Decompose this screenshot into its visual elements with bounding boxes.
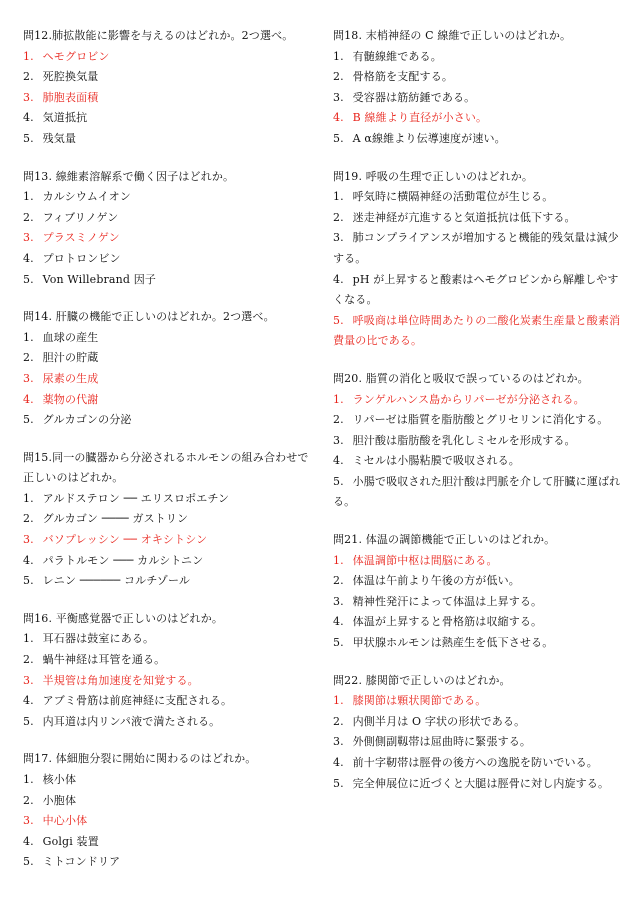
answer-option	[23, 208, 315, 229]
answer-option	[23, 129, 315, 150]
answer-option-correct	[23, 228, 315, 249]
answer-option	[333, 208, 627, 229]
option-number: 5.	[23, 714, 34, 728]
question-block	[23, 167, 315, 291]
option-text: 体温調節中枢は間脳にある。	[352, 553, 498, 567]
option-text: 膝関節は顆状関節である。	[352, 694, 487, 708]
answer-option	[23, 410, 315, 431]
answer-option	[23, 650, 315, 671]
option-text: バソプレッシン ── オキシトシン	[42, 533, 208, 547]
answer-option-correct	[333, 311, 627, 352]
answer-option	[333, 270, 627, 311]
option-number: 5.	[23, 131, 34, 145]
option-number: 4.	[333, 615, 344, 629]
option-text: B 線維より直径が小さい。	[352, 111, 488, 125]
option-number: 1.	[23, 773, 34, 786]
option-number: 1.	[333, 694, 344, 708]
option-text: カルシウムイオン	[42, 190, 131, 204]
option-text: 外側側副靱帯は屈曲時に緊張する。	[352, 735, 532, 749]
answer-option	[23, 571, 315, 592]
option-number: 3.	[23, 90, 34, 104]
option-text: 尿素の生成	[42, 371, 99, 385]
option-number: 2.	[333, 574, 344, 588]
answer-option	[23, 551, 315, 572]
option-number: 3.	[23, 371, 34, 385]
option-text: 内側半月は O 字状の形状である。	[352, 714, 526, 728]
option-number: 4.	[333, 756, 344, 769]
option-text: グルカゴン ──── ガストリン	[42, 512, 189, 526]
option-text: 胆汁酸は脂肪酸を乳化しミセルを形成する。	[352, 433, 576, 447]
question-block	[333, 671, 627, 795]
option-number: 4.	[23, 251, 34, 265]
option-number: 4.	[333, 272, 344, 286]
option-number: 1.	[333, 49, 344, 63]
option-number: 5.	[333, 131, 344, 145]
option-number: 1.	[23, 491, 34, 505]
answer-option	[333, 67, 627, 88]
option-number: 4.	[23, 111, 34, 125]
answer-option	[333, 129, 627, 150]
option-text: 蝸牛神経は耳管を通る。	[42, 653, 166, 667]
option-text: ミトコンドリア	[42, 855, 121, 869]
answer-option	[23, 832, 315, 853]
option-text: アルドステロン ── エリスロポエチン	[42, 491, 230, 505]
answer-option	[333, 187, 627, 208]
answer-option-correct	[23, 811, 315, 832]
answer-option	[333, 712, 627, 733]
question-block	[23, 26, 315, 150]
option-text: A α線維より伝導速度が速い。	[352, 131, 506, 145]
option-number: 1.	[333, 392, 344, 406]
answer-option-correct	[23, 390, 315, 411]
option-text: 死腔換気量	[42, 70, 99, 84]
question-title: 問19. 呼吸の生理で正しいのはどれか。	[333, 169, 533, 183]
option-text: フィブリノゲン	[42, 210, 119, 224]
option-text: リパーゼは脂質を脂肪酸とグリセリンに消化する。	[352, 413, 609, 427]
question-title: 問21. 体温の調節機能で正しいのはどれか。	[333, 533, 556, 547]
option-text: 半規管は角加速度を知覚する。	[42, 673, 199, 687]
option-number: 4.	[333, 111, 344, 125]
option-text: 小胞体	[42, 793, 77, 807]
option-text: 胆汁の貯蔵	[42, 351, 99, 365]
option-text: Von Willebrand 因子	[42, 272, 157, 286]
option-text: 完全伸展位に近づくと大腿は脛骨に対し内旋する。	[352, 776, 610, 790]
option-text: Golgi 装置	[42, 834, 99, 848]
answer-option	[23, 67, 315, 88]
option-number: 1.	[23, 49, 34, 63]
question-title: 問22. 膝関節で正しいのはどれか。	[333, 673, 511, 687]
option-number: 5.	[23, 413, 34, 427]
right-column	[333, 26, 627, 811]
option-number: 4.	[23, 834, 34, 848]
option-number: 2.	[333, 714, 344, 728]
option-number: 3.	[23, 673, 34, 687]
option-text: 甲状腺ホルモンは熱産生を低下させる。	[352, 636, 554, 650]
answer-option	[23, 509, 315, 530]
option-text: 中心小体	[42, 814, 88, 828]
option-number: 5.	[333, 474, 344, 488]
option-text: 前十字靭帯は脛骨の後方への逸脱を防いでいる。	[352, 756, 598, 769]
answer-option	[23, 791, 315, 812]
option-number: 2.	[23, 351, 34, 365]
option-number: 3.	[23, 533, 34, 547]
option-text: 肺コンプライアンスが増加すると機能的残気量は減少する。	[333, 231, 619, 265]
option-text: ミセルは小腸粘膜で吸収される。	[352, 454, 520, 468]
option-number: 2.	[23, 70, 34, 84]
answer-option	[333, 431, 627, 452]
answer-option	[333, 612, 627, 633]
question-block	[333, 26, 627, 150]
option-text: アブミ骨筋は前庭神経に支配される。	[42, 694, 233, 708]
question-title: 問17. 体細胞分裂に開始に関わるのはどれか。	[23, 752, 257, 766]
option-number: 2.	[333, 210, 344, 224]
answer-option	[23, 187, 315, 208]
option-number: 3.	[333, 90, 344, 104]
option-text: 精神性発汗によって体温は上昇する。	[352, 594, 543, 608]
answer-option	[333, 88, 627, 109]
option-number: 1.	[23, 632, 34, 646]
option-number: 4.	[23, 694, 34, 708]
option-text: 呼気時に横隔神経の活動電位が生じる。	[352, 190, 554, 204]
answer-option	[23, 852, 315, 873]
answer-option-correct	[333, 551, 627, 572]
option-number: 3.	[23, 814, 34, 828]
option-number: 2.	[23, 210, 34, 224]
answer-option	[23, 348, 315, 369]
answer-option-correct	[23, 671, 315, 692]
answer-option	[23, 108, 315, 129]
answer-option	[23, 712, 315, 733]
option-text: 残気量	[42, 131, 77, 145]
question-block	[333, 167, 627, 352]
answer-option	[23, 489, 315, 510]
option-number: 5.	[23, 272, 34, 286]
option-text: 薬物の代謝	[42, 392, 99, 406]
answer-option	[23, 328, 315, 349]
option-text: プラスミノゲン	[42, 231, 120, 245]
answer-option	[23, 249, 315, 270]
answer-option	[333, 410, 627, 431]
option-number: 2.	[23, 512, 34, 526]
question-title: 問14. 肝臓の機能で正しいのはどれか。2つ選べ。	[23, 310, 275, 324]
question-block	[23, 749, 315, 873]
option-number: 3.	[333, 594, 344, 608]
option-number: 2.	[23, 793, 34, 807]
option-number: 1.	[333, 190, 344, 204]
answer-option	[333, 47, 627, 68]
question-block	[333, 530, 627, 654]
option-number: 2.	[333, 70, 344, 84]
answer-option-correct	[333, 108, 627, 129]
option-text: 気道抵抗	[42, 111, 88, 125]
answer-option-correct	[23, 369, 315, 390]
option-text: 内耳道は内リンパ液で満たされる。	[42, 714, 221, 728]
answer-option	[23, 629, 315, 650]
question-block	[23, 609, 315, 733]
answer-option-correct	[23, 47, 315, 68]
question-title: 問12.肺拡散能に影響を与えるのはどれか。2つ選べ。	[23, 29, 294, 42]
question-block	[23, 307, 315, 431]
option-text: pH が上昇すると酸素はヘモグロビンから解離しやすくなる。	[333, 272, 619, 307]
answer-option-correct	[23, 530, 315, 551]
answer-option	[333, 633, 627, 654]
option-text: ランゲルハンス島からリパーゼが分泌される。	[352, 392, 585, 406]
question-title: 問18. 末梢神経の C 線維で正しいのはどれか。	[333, 29, 572, 42]
option-number: 3.	[23, 231, 34, 245]
option-number: 1.	[23, 190, 34, 204]
option-text: ヘモグロビン	[42, 49, 110, 63]
option-text: 耳石器は鼓室にある。	[42, 632, 155, 646]
option-number: 2.	[333, 413, 344, 427]
answer-option	[333, 472, 627, 513]
answer-option-correct	[23, 88, 315, 109]
answer-option	[333, 753, 627, 774]
option-number: 4.	[23, 392, 34, 406]
answer-option	[333, 774, 627, 795]
option-number: 3.	[333, 433, 344, 447]
answer-option-correct	[333, 691, 627, 712]
option-number: 2.	[23, 653, 34, 667]
answer-option-correct	[333, 390, 627, 411]
answer-option	[23, 770, 315, 791]
question-block	[333, 369, 627, 513]
option-number: 5.	[333, 776, 344, 790]
answer-option	[333, 451, 627, 472]
question-block	[23, 448, 315, 592]
option-text: 迷走神経が亢進すると気道抵抗は低下する。	[352, 210, 576, 224]
option-number: 3.	[333, 231, 344, 245]
option-number: 1.	[333, 553, 344, 567]
answer-option	[23, 691, 315, 712]
question-title: 問16. 平衡感覚器で正しいのはどれか。	[23, 611, 223, 625]
option-text: 体温は午前より午後の方が低い。	[352, 574, 520, 588]
option-text: プロトロンビン	[42, 251, 121, 265]
option-number: 1.	[23, 330, 34, 344]
option-text: 血球の産生	[42, 330, 99, 344]
question-title: 問20. 脂質の消化と吸収で誤っているのはどれか。	[333, 371, 589, 385]
answer-option	[333, 592, 627, 613]
option-text: 有髄線維である。	[352, 49, 442, 63]
option-number: 5.	[23, 574, 34, 588]
answer-option	[333, 732, 627, 753]
option-text: レニン ────── コルチゾール	[42, 574, 191, 588]
option-text: 肺胞表面積	[42, 90, 99, 104]
answer-option	[333, 228, 627, 269]
option-text: 体温が上昇すると骨格筋は収縮する。	[352, 615, 543, 629]
option-number: 4.	[23, 553, 34, 567]
question-title: 問13. 線維素溶解系で働く因子はどれか。	[23, 169, 235, 183]
option-text: グルカゴンの分泌	[42, 413, 132, 427]
option-text: 小腸で吸収された胆汁酸は門脈を介して肝臓に運ばれる。	[333, 474, 621, 509]
option-number: 5.	[23, 855, 34, 869]
option-number: 5.	[333, 313, 344, 327]
option-text: 骨格筋を支配する。	[352, 70, 454, 84]
answer-option	[333, 571, 627, 592]
option-number: 3.	[333, 735, 344, 749]
answer-option	[23, 270, 315, 291]
option-text: 核小体	[42, 773, 77, 786]
option-number: 4.	[333, 454, 344, 468]
option-text: 呼吸商は単位時間あたりの二酸化炭素生産量と酸素消費量の比である。	[333, 313, 621, 348]
question-title: 問15.同一の臓器から分泌されるホルモンの組み合わせで正しいのはどれか。	[23, 450, 309, 485]
left-column	[23, 26, 315, 890]
option-text: 受容器は筋紡錘である。	[352, 90, 476, 104]
option-text: パラトルモン ─── カルシトニン	[42, 553, 204, 567]
option-number: 5.	[333, 636, 344, 650]
